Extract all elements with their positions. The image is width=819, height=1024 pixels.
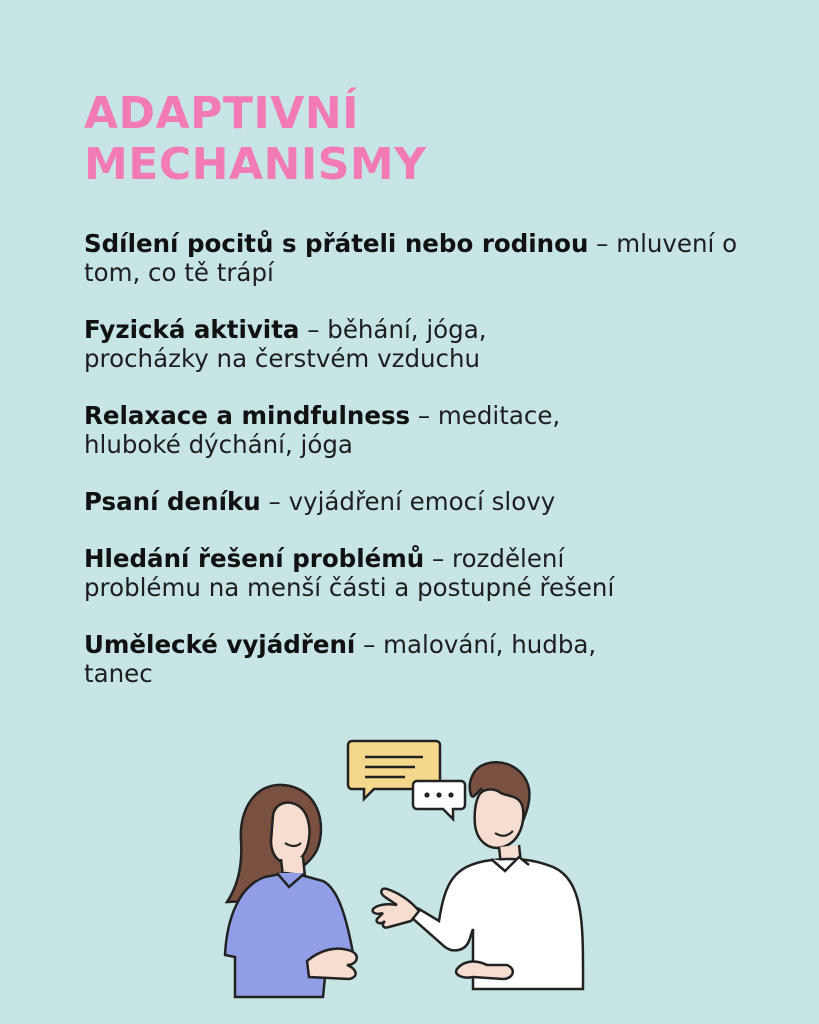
list-item [84,544,664,602]
list-item [84,487,784,516]
page-title [84,88,427,190]
mechanism-list [84,229,784,716]
list-item [84,229,784,287]
item-description: – běhání, jóga, procházky na čerstvém vzduchu [84,315,487,373]
item-description: – malování, hudba, tanec [84,630,597,688]
conversation-illustration [215,735,605,1010]
item-description: – rozdělení problému na menší části a postupné řešení [84,544,615,602]
item-term: Sdílení pocitů s přáteli nebo rodinou [84,229,589,258]
item-term: Hledání řešení problémů [84,544,425,573]
item-term: Umělecké vyjádření [84,630,356,659]
list-item [84,630,604,688]
item-term: Fyzická aktivita [84,315,300,344]
item-description: – mluvení o tom, co tě trápí [84,229,738,287]
item-term: Psaní deníku [84,487,261,516]
item-term: Relaxace a mindfulness [84,401,411,430]
woman-figure [225,785,357,997]
man-figure [373,762,583,989]
title-line-1: ADAPTIVNÍ [84,88,360,139]
item-description: – meditace, hluboké dýchání, jóga [84,401,561,459]
item-description: – vyjádření emocí slovy [260,487,556,516]
speech-bubble-dots-icon [413,781,465,819]
list-item [84,401,664,459]
list-item [84,315,604,373]
title-line-2: MECHANISMY [84,139,427,190]
